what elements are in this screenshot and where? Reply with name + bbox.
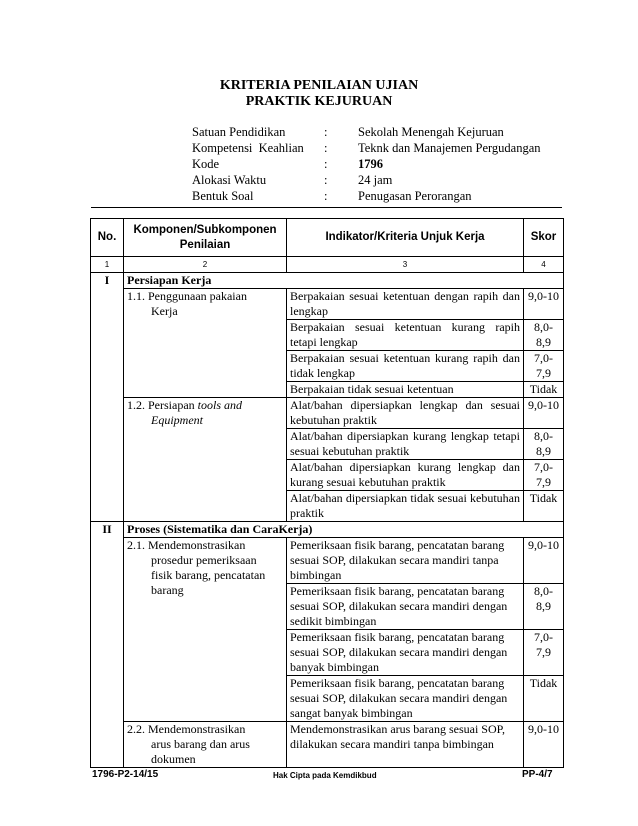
criteria-text: Alat/bahan dipersiapkan tidak sesuai kebutuhan praktik xyxy=(287,491,524,522)
score-cell: Tidak xyxy=(524,382,564,398)
section-title: Persiapan Kerja xyxy=(124,273,564,289)
sub-line-italic: Equipment xyxy=(151,413,203,427)
meta-value: Sekolah Menengah Kejuruan xyxy=(358,125,504,139)
meta-label: Kompetensi Keahlian xyxy=(192,141,304,155)
meta-colon: : xyxy=(324,173,328,187)
criteria-text: Berpakaian sesuai ketentuan kurang rapih tetapi lengkap xyxy=(287,320,524,351)
column-number: 4 xyxy=(524,257,564,273)
criteria-text: Berpakaian sesuai ketentuan kurang rapih dan tidak lengkap xyxy=(287,351,524,382)
section-row xyxy=(91,273,564,289)
score-cell: Tidak xyxy=(524,676,564,722)
page-title: KRITERIA PENILAIAN UJIAN xyxy=(219,78,419,93)
page-subtitle: PRAKTIK KEJURUAN xyxy=(245,94,393,109)
column-number: 2 xyxy=(124,257,287,273)
criteria-text: Pemeriksaan fisik barang, pencatatan barang sesuai SOP, dilakukan secara mandiri dengan sedikit bimbingan xyxy=(287,584,524,630)
score-cell: 7,0-7,9 xyxy=(524,460,564,491)
table-row xyxy=(91,398,564,429)
score-cell: 7,0-7,9 xyxy=(524,351,564,382)
sub-line: Persiapan xyxy=(148,398,198,412)
meta-value: Penugasan Perorangan xyxy=(358,189,472,203)
header-skor: Skor xyxy=(524,219,564,257)
criteria-table xyxy=(90,218,564,768)
column-number-row xyxy=(91,257,564,273)
score-cell: 9,0-10 xyxy=(524,722,564,768)
score-cell: 9,0-10 xyxy=(524,538,564,584)
meta-row xyxy=(192,172,541,188)
score-cell: 8,0-8,9 xyxy=(524,429,564,460)
criteria-text: Alat/bahan dipersiapkan kurang lengkap dan kurang sesuai kebutuhan praktik xyxy=(287,460,524,491)
section-row xyxy=(91,522,564,538)
section-number: I xyxy=(91,273,124,522)
sub-line-italic: tools and xyxy=(197,398,242,412)
sub-line: prosedur pemeriksaan xyxy=(151,553,257,567)
sub-line: fisik barang, pencatatan xyxy=(151,568,266,582)
criteria-text: Berpakaian sesuai ketentuan dengan rapih dan lengkap xyxy=(287,289,524,320)
subcomponent-cell xyxy=(124,538,287,722)
section-number: II xyxy=(91,522,124,768)
meta-value-code: 1796 xyxy=(358,157,383,171)
score-cell: 9,0-10 xyxy=(524,398,564,429)
footer-code: 1796-P2-14/15 xyxy=(92,769,159,780)
table-row xyxy=(91,538,564,584)
meta-value: Teknk dan Manajemen Pergudangan xyxy=(358,141,541,155)
meta-colon: : xyxy=(324,189,328,203)
meta-label: Bentuk Soal xyxy=(192,189,254,203)
criteria-text: Pemeriksaan fisik barang, pencatatan barang sesuai SOP, dilakukan secara mandiri dengan banyak bimbingan xyxy=(287,630,524,676)
meta-value: 24 jam xyxy=(358,173,393,187)
sub-number: 1.2. xyxy=(127,398,145,412)
column-number: 3 xyxy=(287,257,524,273)
score-cell: Tidak xyxy=(524,491,564,522)
subcomponent-cell xyxy=(124,289,287,398)
meta-row xyxy=(192,124,541,140)
header-komponen: Komponen/Subkomponen Penilaian xyxy=(124,219,287,257)
subcomponent-cell xyxy=(124,722,287,768)
header-no: No. xyxy=(91,219,124,257)
footer-copyright: Hak Cipta pada Kemdikbud xyxy=(273,771,377,780)
table-row xyxy=(91,289,564,320)
score-cell: 9,0-10 xyxy=(524,289,564,320)
meta-colon: : xyxy=(324,141,328,155)
sub-number: 2.1. xyxy=(127,538,145,552)
table-row xyxy=(91,722,564,768)
criteria-text: Alat/bahan dipersiapkan kurang lengkap tetapi sesuai kebutuhan praktik xyxy=(287,429,524,460)
sub-line: Mendemonstrasikan xyxy=(148,722,246,736)
footer-page: PP-4/7 xyxy=(522,769,553,780)
meta-label: Satuan Pendidikan xyxy=(192,125,286,139)
score-cell: 8,0-8,9 xyxy=(524,584,564,630)
divider xyxy=(91,207,562,208)
section-title: Proses (Sistematika dan CaraKerja) xyxy=(124,522,564,538)
meta-label: Kode xyxy=(192,157,220,171)
criteria-text: Pemeriksaan fisik barang, pencatatan barang sesuai SOP, dilakukan secara mandiri tanpa bimbingan xyxy=(287,538,524,584)
sub-number: 2.2. xyxy=(127,722,145,736)
meta-block xyxy=(192,124,541,204)
sub-number: 1.1. xyxy=(127,289,145,303)
meta-colon: : xyxy=(324,157,328,171)
meta-row xyxy=(192,140,541,156)
meta-row xyxy=(192,188,541,204)
criteria-text: Berpakaian tidak sesuai ketentuan xyxy=(287,382,524,398)
meta-row xyxy=(192,156,541,172)
sub-line: arus barang dan arus xyxy=(151,737,250,751)
column-number: 1 xyxy=(91,257,124,273)
meta-colon: : xyxy=(324,125,328,139)
sub-line: Kerja xyxy=(151,304,178,318)
score-cell: 7,0-7,9 xyxy=(524,630,564,676)
header-indikator: Indikator/Kriteria Unjuk Kerja xyxy=(287,219,524,257)
sub-line: barang xyxy=(151,583,184,597)
sub-line: dokumen xyxy=(151,752,196,766)
sub-line: Penggunaan pakaian xyxy=(148,289,247,303)
criteria-text: Alat/bahan dipersiapkan lengkap dan sesuai kebutuhan praktik xyxy=(287,398,524,429)
score-cell: 8,0-8,9 xyxy=(524,320,564,351)
subcomponent-cell xyxy=(124,398,287,522)
meta-label: Alokasi Waktu xyxy=(192,173,267,187)
table-header-row xyxy=(91,219,564,257)
criteria-text: Mendemonstrasikan arus barang sesuai SOP, dilakukan secara mandiri tanpa bimbingan xyxy=(287,722,524,768)
sub-line: Mendemonstrasikan xyxy=(148,538,246,552)
criteria-text: Pemeriksaan fisik barang, pencatatan barang sesuai SOP, dilakukan secara mandiri dengan sangat banyak bimbingan xyxy=(287,676,524,722)
